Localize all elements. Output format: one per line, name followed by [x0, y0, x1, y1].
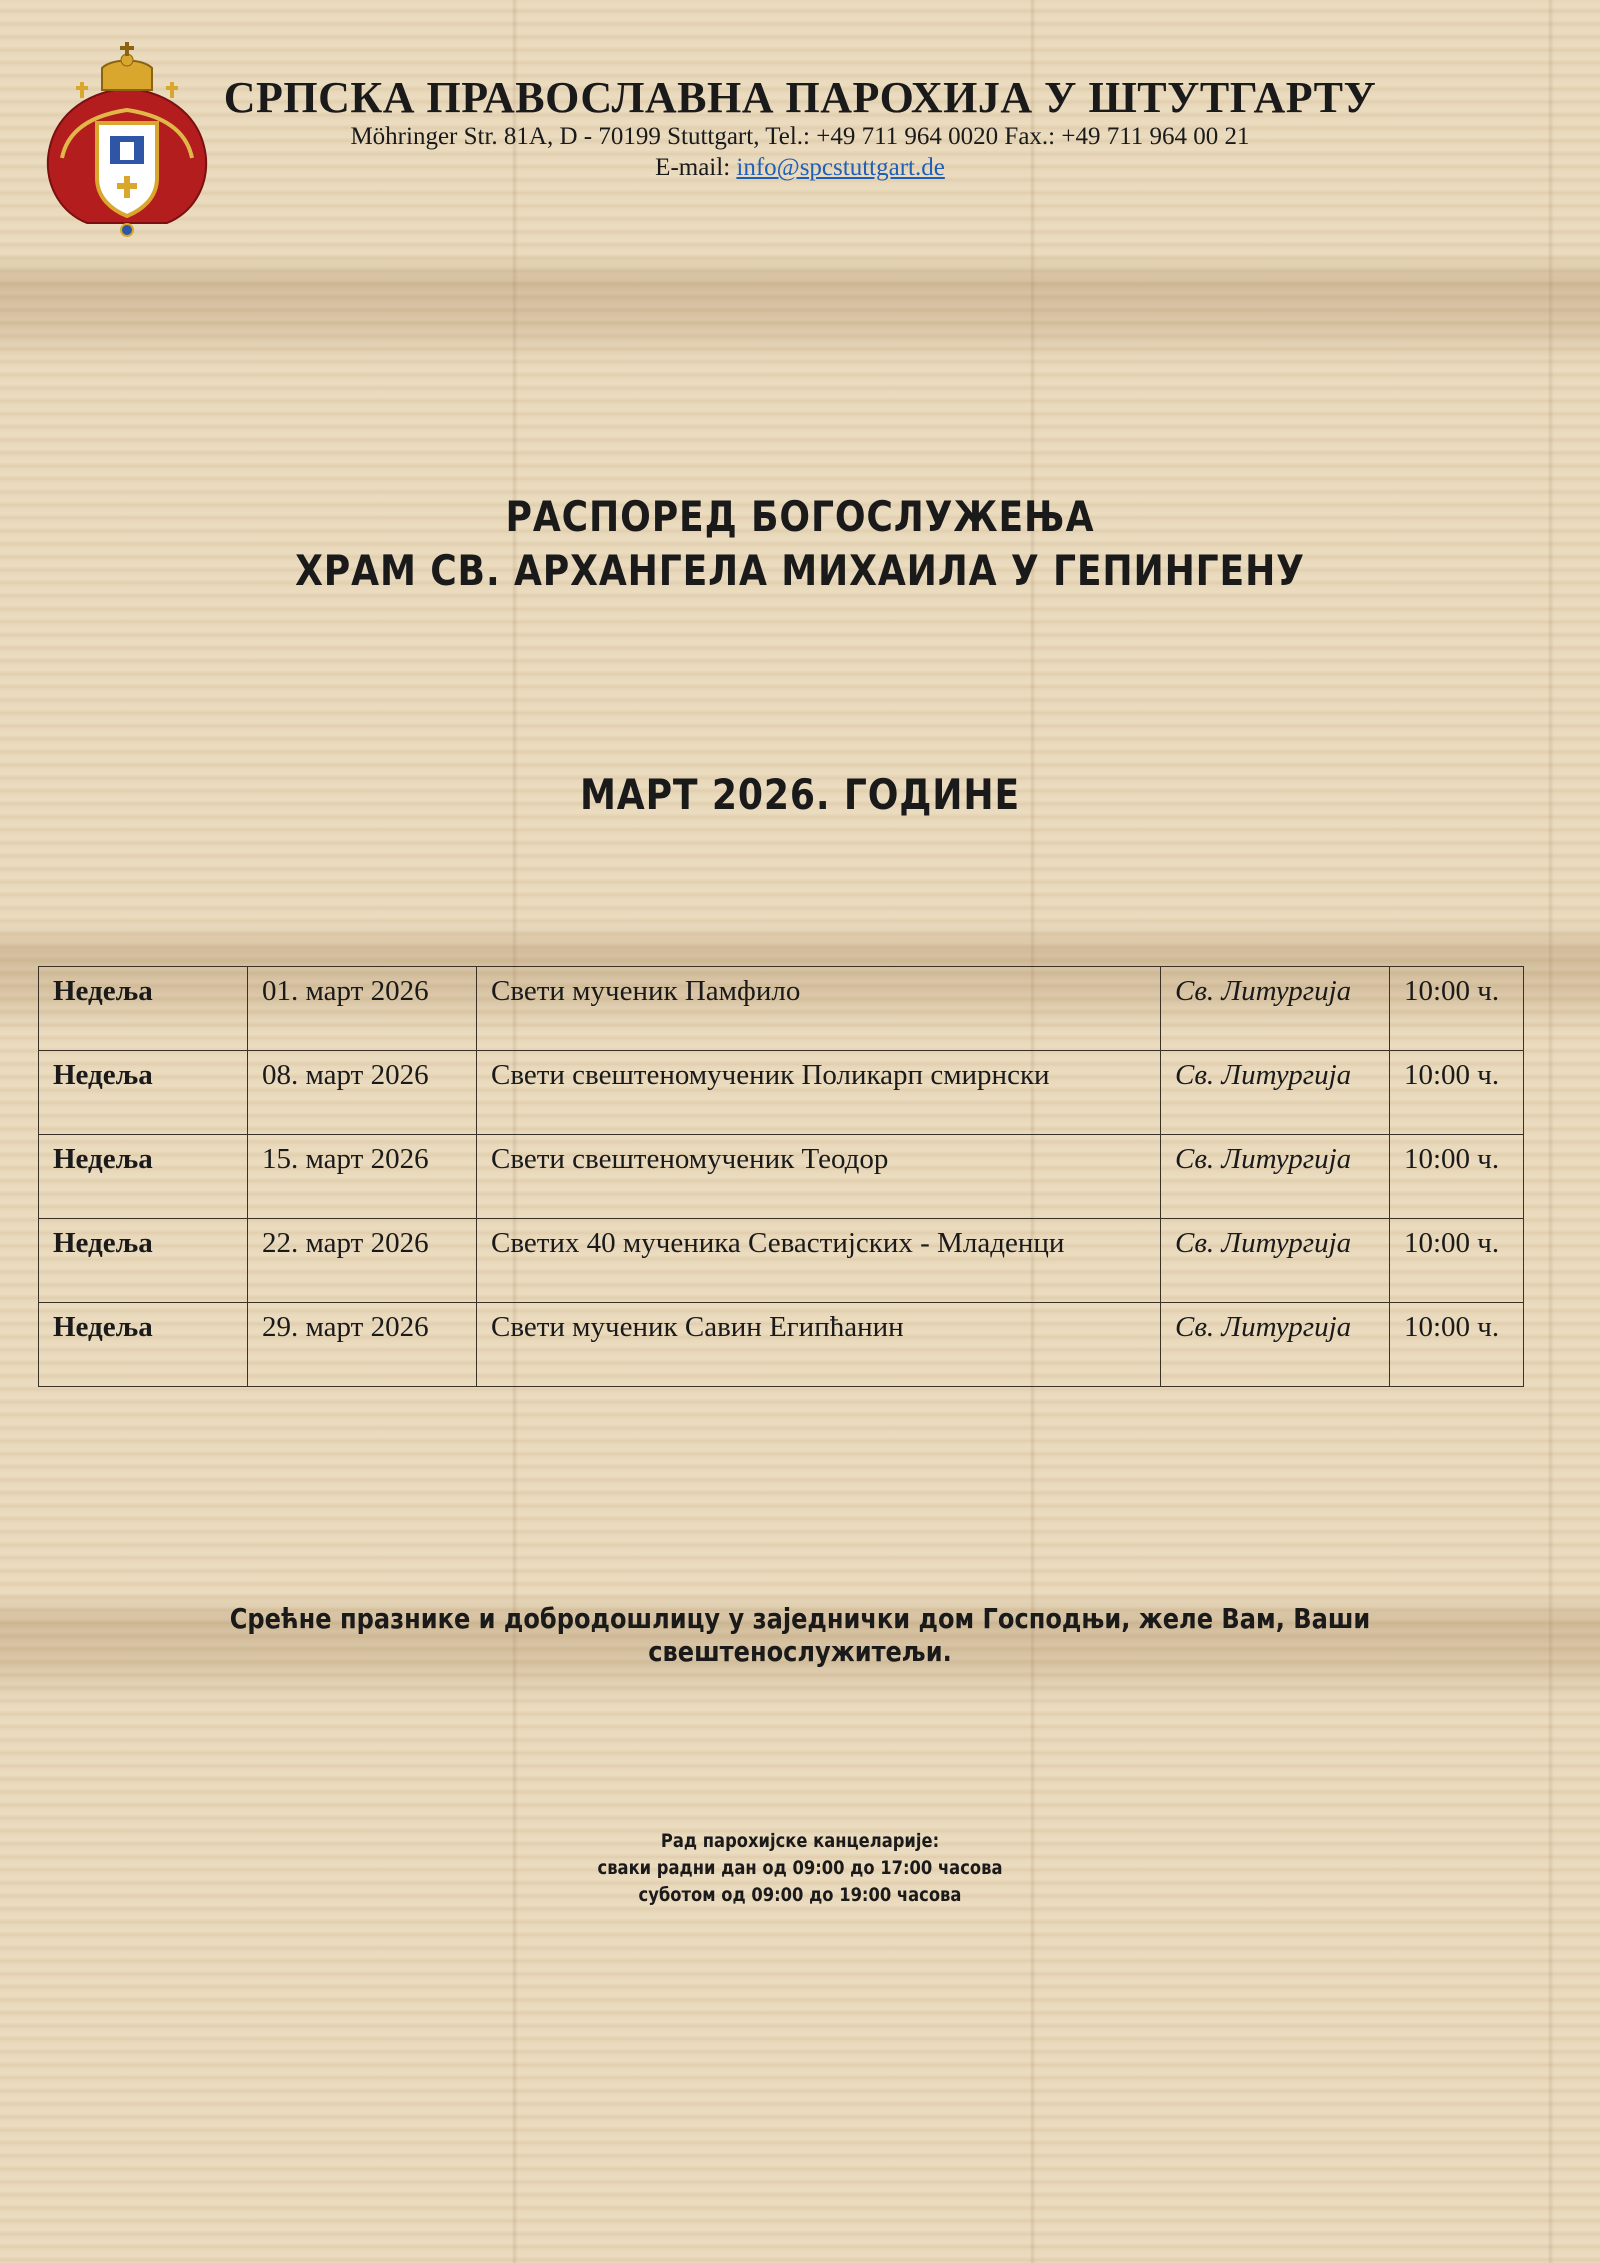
date-cell: 08. март 2026 — [248, 1051, 477, 1135]
office-hours-weekdays: сваки радни дан од 09:00 до 17:00 часова — [597, 1857, 1003, 1879]
office-hours-heading: Рад парохијске канцеларије: — [660, 1830, 940, 1852]
saint-cell: Свети свештеномученик Поликарп смирнски — [477, 1051, 1161, 1135]
parish-address: Möhringer Str. 81A, D - 70199 Stuttgart, Tel.: +49 711 964 0020 Fax.: +49 711 964 00 21 — [350, 123, 1250, 150]
table-row — [39, 1219, 1524, 1303]
office-hours-saturday: суботом од 09:00 до 19:00 часова — [638, 1884, 962, 1906]
table-row — [39, 1135, 1524, 1219]
time-cell: 10:00 ч. — [1390, 1303, 1524, 1387]
day-cell: Недеља — [39, 1051, 248, 1135]
service-cell: Св. Литургија — [1161, 1303, 1390, 1387]
service-cell: Св. Литургија — [1161, 967, 1390, 1051]
greeting-text: Срећне празнике и добродошлицу у заједнички дом Господњи, желе Вам, Ваши свештенослужитељи. — [229, 1602, 1371, 1668]
date-cell: 01. март 2026 — [248, 967, 477, 1051]
email-label: E-mail: — [655, 154, 731, 181]
day-cell: Недеља — [39, 1219, 248, 1303]
time-cell: 10:00 ч. — [1390, 967, 1524, 1051]
day-cell: Недеља — [39, 1135, 248, 1219]
time-cell: 10:00 ч. — [1390, 1219, 1524, 1303]
time-cell: 10:00 ч. — [1390, 1135, 1524, 1219]
parish-title: СРПСКА ПРАВОСЛАВНА ПАРОХИЈА У ШТУТГАРТУ — [223, 73, 1377, 122]
email-link[interactable]: info@spcstuttgart.de — [736, 154, 945, 181]
saint-cell: Светих 40 мученика Севастијских - Младенци — [477, 1219, 1161, 1303]
month-heading: МАРТ 2026. ГОДИНЕ — [579, 770, 1021, 819]
table-row — [39, 1303, 1524, 1387]
table-row — [39, 1051, 1524, 1135]
saint-cell: Свети мученик Савин Египћанин — [477, 1303, 1161, 1387]
date-cell: 15. март 2026 — [248, 1135, 477, 1219]
service-cell: Св. Литургија — [1161, 1051, 1390, 1135]
time-cell: 10:00 ч. — [1390, 1051, 1524, 1135]
day-cell: Недеља — [39, 1303, 248, 1387]
schedule-title: РАСПОРЕД БОГОСЛУЖЕЊА — [505, 492, 1095, 541]
saint-cell: Свети свештеномученик Теодор — [477, 1135, 1161, 1219]
date-cell: 22. март 2026 — [248, 1219, 477, 1303]
service-schedule-table — [38, 966, 1524, 1387]
service-cell: Св. Литургија — [1161, 1219, 1390, 1303]
table-row — [39, 967, 1524, 1051]
saint-cell: Свети мученик Памфило — [477, 967, 1161, 1051]
day-cell: Недеља — [39, 967, 248, 1051]
church-name: ХРАМ СВ. АРХАНГЕЛА МИХАИЛА У ГЕПИНГЕНУ — [295, 546, 1305, 595]
service-cell: Св. Литургија — [1161, 1135, 1390, 1219]
date-cell: 29. март 2026 — [248, 1303, 477, 1387]
parish-email-line — [0, 154, 1600, 182]
